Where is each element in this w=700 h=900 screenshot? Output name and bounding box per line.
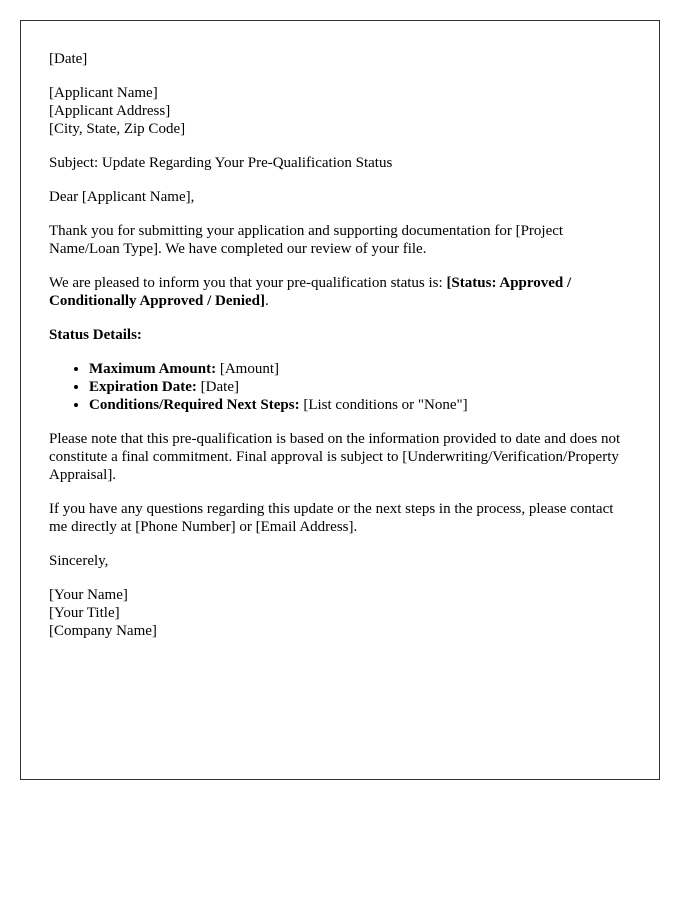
recipient-city-state-zip: [City, State, Zip Code] <box>49 121 186 137</box>
signature-title: [Your Title] <box>49 605 120 621</box>
paragraph-application-review: Thank you for submitting your application and supporting documentation for [Project Name/Loan Type]. We have completed our review of your file. <box>49 223 564 257</box>
detail-value: [Amount] <box>216 361 280 377</box>
letter-salutation: Dear [Applicant Name], <box>49 189 195 205</box>
letter-date: [Date] <box>49 51 88 67</box>
recipient-address: [Applicant Address] <box>49 103 171 119</box>
recipient-block <box>49 84 631 138</box>
paragraph-status <box>49 274 631 310</box>
detail-maximum-amount <box>89 360 631 378</box>
detail-expiration-date <box>89 378 631 396</box>
status-value: [Status: Approved / Conditionally Approved / Denied] <box>49 275 572 309</box>
status-details-title: Status Details: <box>49 327 142 343</box>
detail-value: [List conditions or "None"] <box>299 397 468 413</box>
signature-block <box>49 586 631 640</box>
paragraph-contact: If you have any questions regarding this update or the next steps in the process, please contact me directly at [Phone Number] or [Email Address]. <box>49 501 614 535</box>
letter-subject: Subject: Update Regarding Your Pre-Qualification Status <box>49 155 393 171</box>
signature-name: [Your Name] <box>49 587 128 603</box>
detail-label: Expiration Date: <box>89 379 197 395</box>
status-details-list <box>49 360 631 414</box>
letter-closing: Sincerely, <box>49 553 109 569</box>
paragraph-disclaimer: Please note that this pre-qualification is based on the information provided to date and does not constitute a final commitment. Final approval is subject to [Underwriting/Verification/Property Appraisal]. <box>49 431 621 483</box>
recipient-name: [Applicant Name] <box>49 85 158 101</box>
signature-company: [Company Name] <box>49 623 157 639</box>
detail-value: [Date] <box>196 379 239 395</box>
status-suffix: . <box>265 293 269 309</box>
letter-container <box>20 20 660 780</box>
detail-label: Conditions/Required Next Steps: <box>89 397 300 413</box>
detail-label: Maximum Amount: <box>89 361 217 377</box>
detail-conditions <box>89 396 631 414</box>
status-prefix: We are pleased to inform you that your pre-qualification status is: <box>49 275 447 291</box>
